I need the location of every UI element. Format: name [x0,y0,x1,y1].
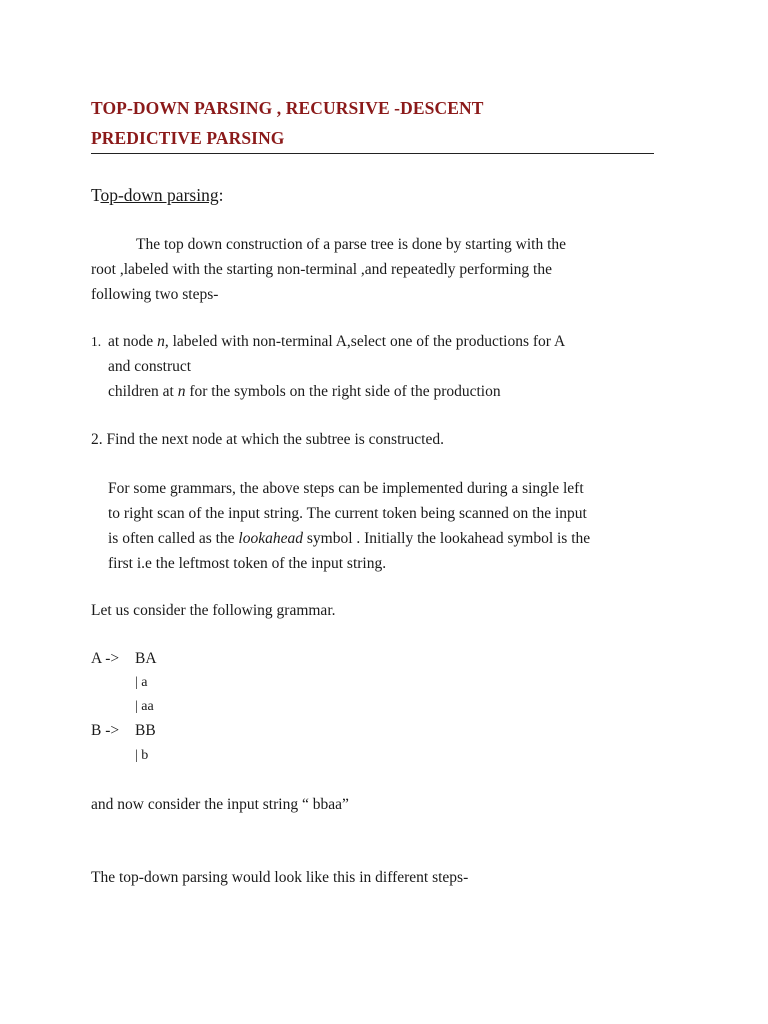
title-line-1: TOP-DOWN PARSING , RECURSIVE -DESCENT [91,98,484,118]
step1-l3-n: n [177,383,186,400]
grammar-a-alt-2: | aa [135,699,154,714]
title-line-2: PREDICTIVE PARSING [91,128,285,148]
heading-underlined: op-down parsing [100,185,219,205]
step1-line-3 [108,379,653,404]
lookahead-term: lookahead [238,530,303,547]
step1-l3-a: children at [108,383,178,400]
lookahead-l3-a: is often called as the [108,530,239,547]
closing-line: The top-down parsing would look like this in different steps- [91,869,469,886]
grammar-b-lhs: B -> [91,722,120,739]
step1-line-1 [108,329,653,354]
grammar-a-rhs: BA [135,650,157,667]
grammar-a-lhs: A -> [91,650,120,667]
document-title [91,93,661,153]
grammar-b-rhs: BB [135,722,156,739]
grammar-b-alt-1: | b [135,748,149,763]
step1-l3-b: for the symbols on the right side of the production [185,383,501,400]
lookahead-line-4: first i.e the leftmost token of the input string. [108,555,387,572]
step1-l1-a: at node [108,333,158,350]
step1-l1-b: , labeled with non-terminal A,select one of the productions for A [164,333,566,350]
title-divider [91,153,654,154]
input-string-line: and now consider the input string “ bbaa” [91,796,349,813]
lookahead-line-3 [108,526,658,551]
intro-paragraph [91,232,661,307]
heading-colon: : [218,185,224,205]
list-item-2: 2. Find the next node at which the subtree is constructed. [91,431,444,448]
lookahead-line-2: to right scan of the input string. The current token being scanned on the input [108,505,587,522]
lookahead-l3-b: symbol . Initially the lookahead symbol is the [303,530,591,547]
section-heading [91,183,223,207]
step1-line-2: and construct [108,358,192,375]
heading-first-letter: T [91,185,101,205]
intro-line-1: The top down construction of a parse tree is done by starting with the [136,236,567,253]
list-number-1: 1. [91,334,102,349]
lookahead-paragraph [108,476,658,576]
intro-line-3: following two steps- [91,286,219,303]
list-item-1-body [108,329,653,404]
lookahead-line-1: For some grammars, the above steps can be implemented during a single left [108,480,584,497]
grammar-a-alt-1: | a [135,675,148,690]
grammar-intro: Let us consider the following grammar. [91,602,336,619]
intro-line-2: root ,labeled with the starting non-terminal ,and repeatedly performing the [91,261,552,278]
step1-l1-n: n [157,333,165,350]
